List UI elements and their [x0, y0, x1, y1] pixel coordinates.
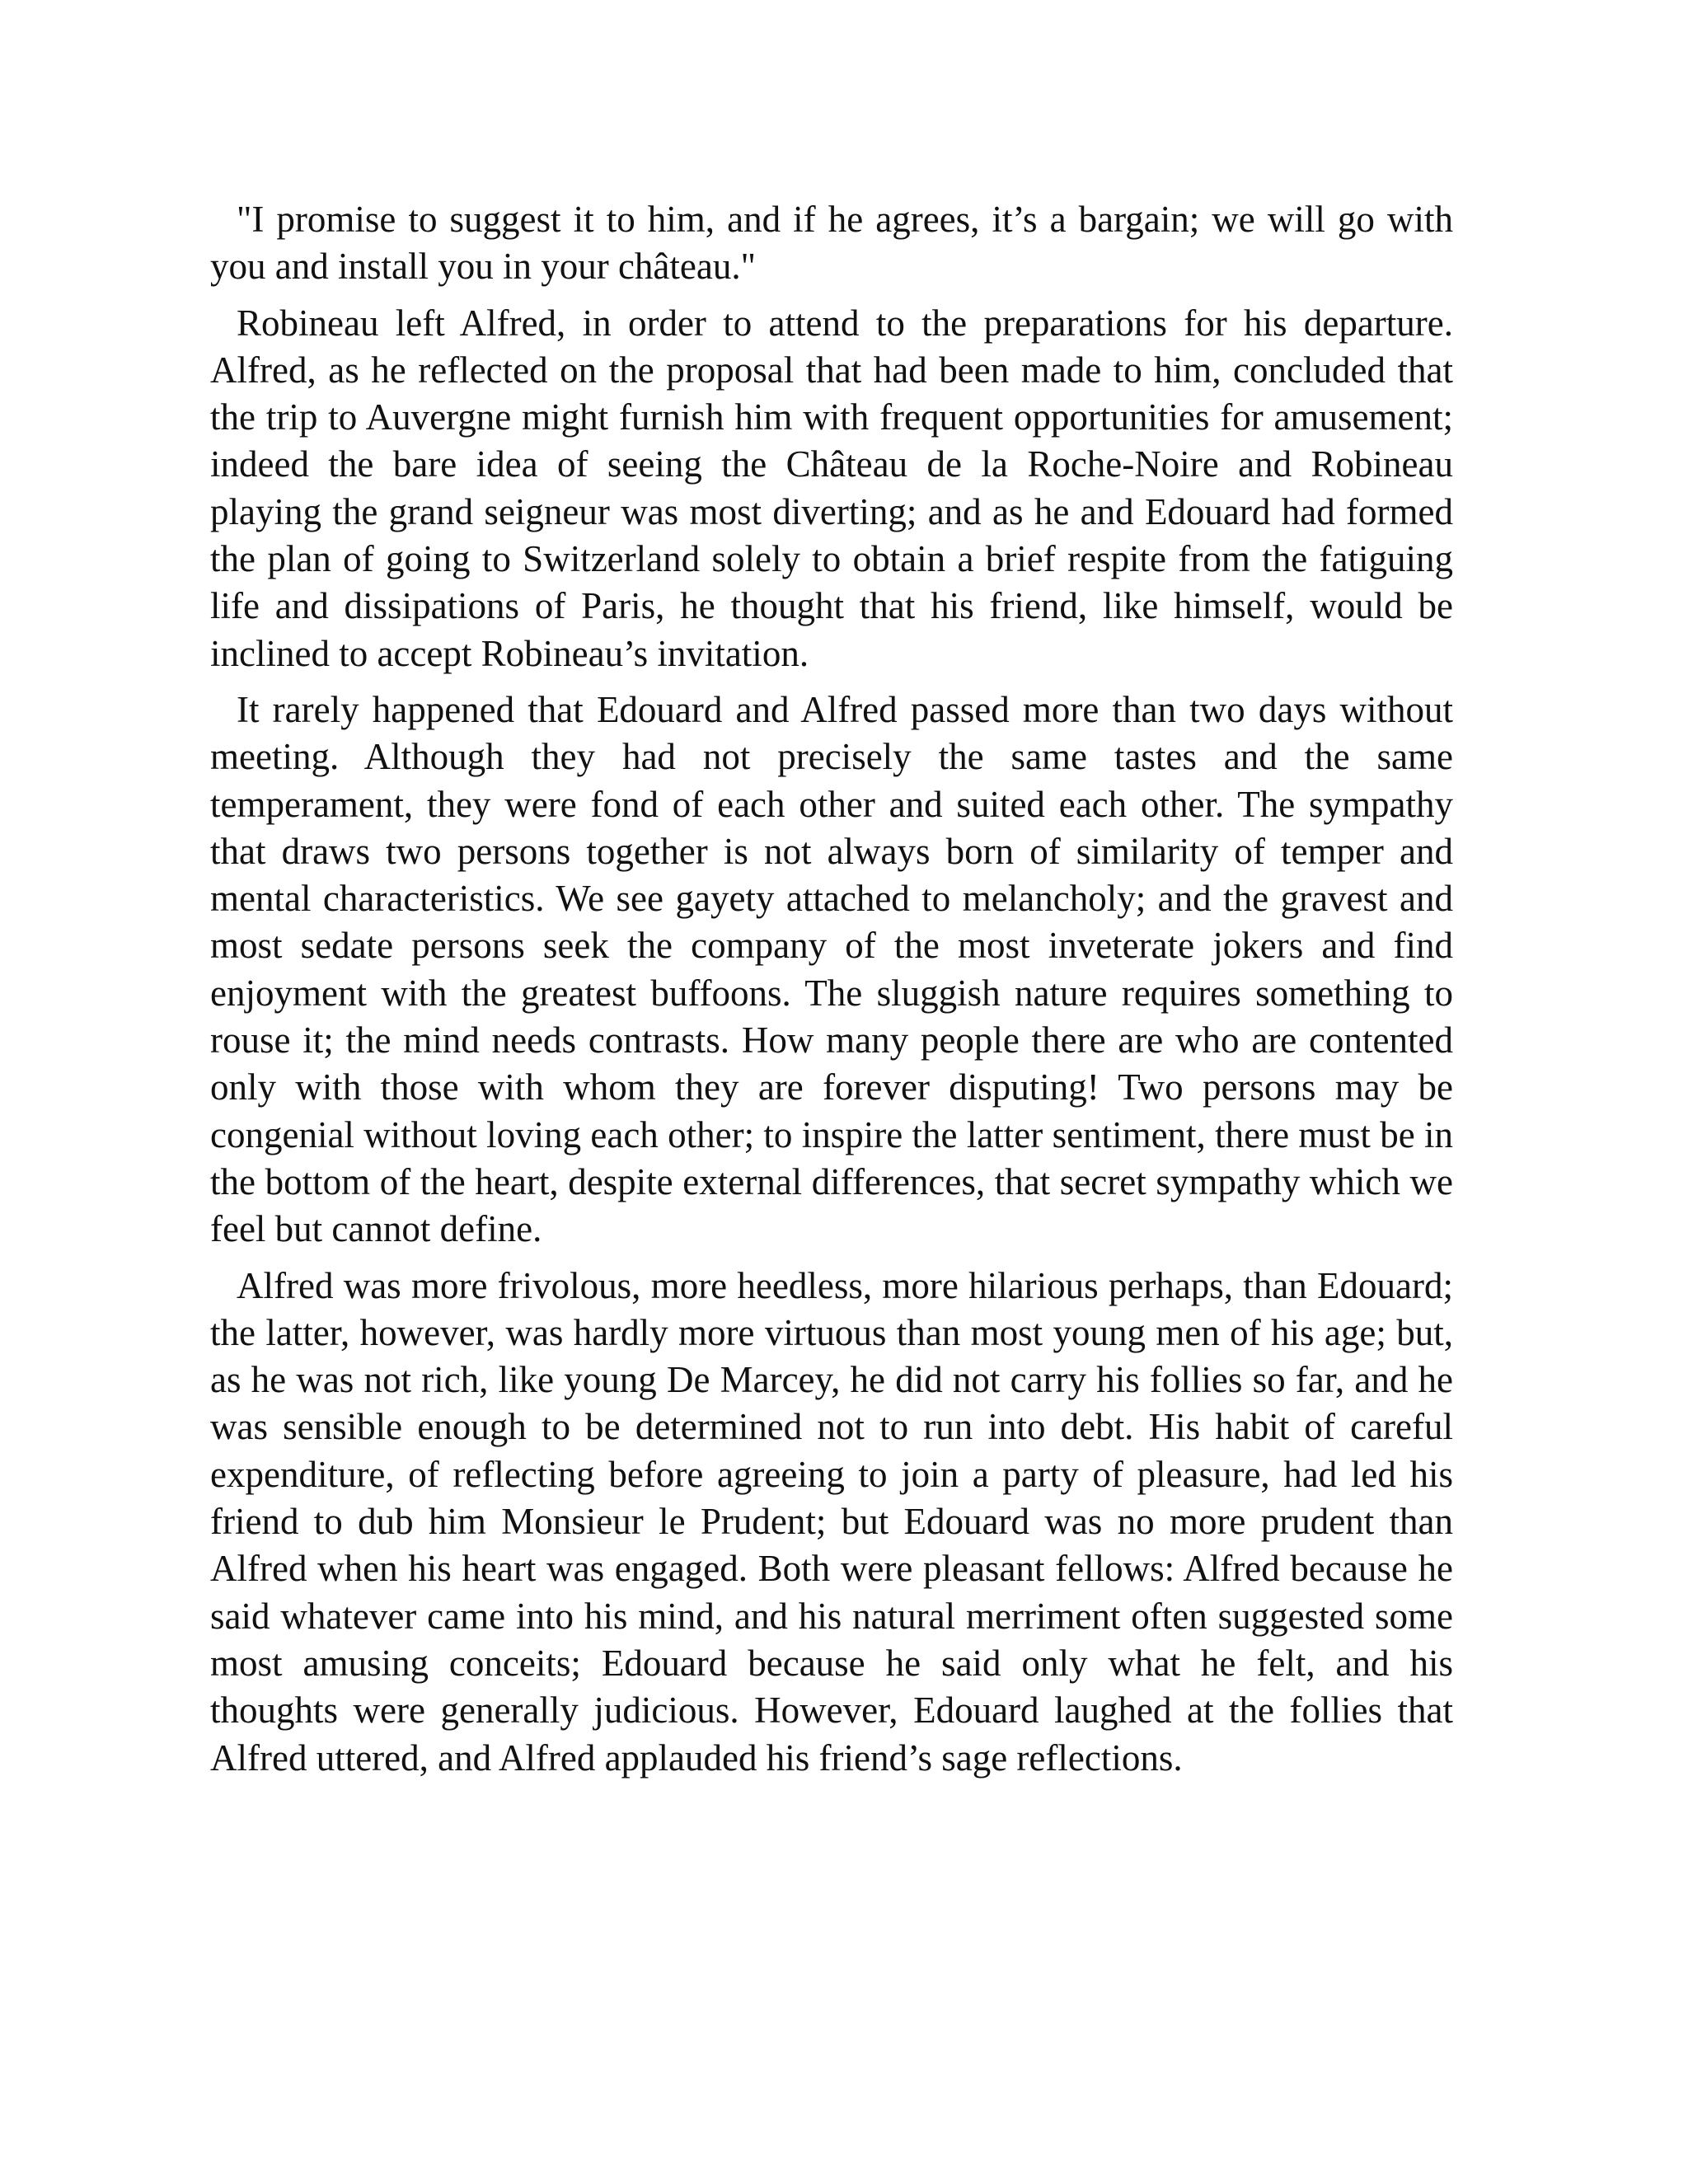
paragraph-promise: "I promise to suggest it to him, and if he agrees, it’s a bargain; we will go with you and install you in your château." [210, 199, 1453, 288]
body-text [210, 196, 1453, 1791]
paragraph-friendship: It rarely happened that Edouard and Alfred passed more than two days without meeting. Although they had not precisely the same tastes and the same temperament, they were fond of each other and suited each other. The sympathy that draws two persons together is not always born of similarity of temper and mental characteristics. We see gayety attached to melancholy; and the gravest and most sedate persons seek the company of the most inveterate jokers and find enjoyment with the greatest buffoons. The sluggish nature requires something to rouse it; the mind needs contrasts. How many people there are who are contented only with those with whom they are forever disputing! Two persons may be congenial without loving each other; to inspire the latter sentiment, there must be in the bottom of the heart, despite external differences, that secret sympathy which we feel but cannot define. [210, 688, 1453, 1250]
paragraph-robineau-departure: Robineau left Alfred, in order to attend to the preparations for his departure. Alfred, as he reflected on the proposal that had been made to him, concluded that the trip to Auvergne might furnish him with frequent opportunities for amusement; indeed the bare idea of seeing the Château de la Roche-Noire and Robineau playing the grand seigneur was most diverting; and as he and Edouard had formed the plan of going to Switzerland solely to obtain a brief respite from the fatiguing life and dissipations of Paris, he thought that his friend, like himself, would be inclined to accept Robineau’s invitation. [210, 302, 1453, 674]
paragraph-character-contrast: Alfred was more frivolous, more heedless, more hilarious perhaps, than Edouard; the latter, however, was hardly more virtuous than most young men of his age; but, as he was not rich, like young De Marcey, he did not carry his follies so far, and he was sensible enough to be determined not to run into debt. His habit of careful expenditure, of reflecting before agreeing to join a party of pleasure, had led his friend to dub him Monsieur le Prudent; but Edouard was no more prudent than Alfred when his heart was engaged. Both were pleasant fellows: Alfred because he said whatever came into his mind, and his natural merriment often suggested some most amusing conceits; Edouard because he said only what he felt, and his thoughts were generally judicious. However, Edouard laughed at the follies that Alfred uttered, and Alfred applauded his friend’s sage reflections. [210, 1264, 1453, 1779]
